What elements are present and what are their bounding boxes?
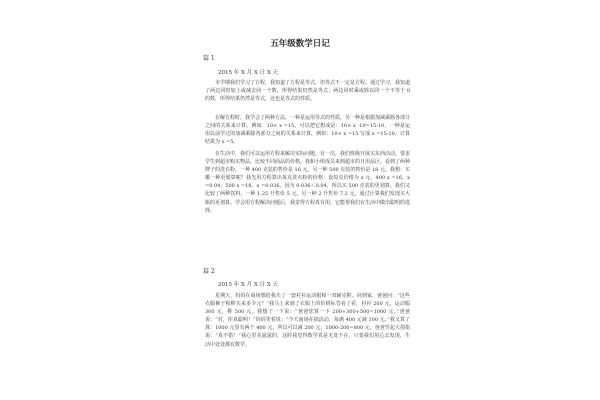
section-1-label: 篇 1 xyxy=(203,55,215,62)
section-2-date: 2015 年 X 月 X 日 X 天 xyxy=(218,282,278,288)
section-1-paragraph-1: 本学期我们学习了方程，我知道了方程是等式，但等式不一定是方程。通过学习，我知道了两边同时加上或减去同一个数，所得结果仍然是等式；两边同时乘或除以同一个不等于 0 的数，所得结果仍然是等式，这也是等式的性质。 xyxy=(205,80,410,103)
section-1-date: 2015 年 X 月 X 日 X 天 xyxy=(218,70,278,76)
section-2-label: 篇 2 xyxy=(203,268,215,275)
section-1-paragraph-3: 在生活中，我们可以运用方程来解决实际问题。有一次，我们班级开展买东西活动，要求学生到超市购买物品，比较不同商品的价格。我和小组成员来到超市的日用品区，看到了两种牌子的洗衣粉，一种 400 克装的售价是 16 元，另一种 500 克装的售价是 18 元。我想：买哪一种更划算呢？我先用方程算出每克洗衣粉的价格：设每克价格为 x 元，400 x =16，x =0.04；500 x =18，x =0.036。因为 0.036＜0.04，所以买 500 克装的更划算。我们又比较了两种饮料，一种 1.25 升售价 5 元，另一种 2 升售价 7.2 元，通过计算我们发现买大瓶的更划算。学会用方程解决问题后，我觉得方程真有用，它能帮我们在生活中做出聪明的选择。 xyxy=(205,151,410,214)
section-1-paragraph-2: 在解方程时，我学会了两种方法，一种是运用等式的性质，另一种是根据加减乘除各部分之间的关系来计算。例如：10× x =15，可以把它想成是：10× x -10=15-10，一种是运用以前学过的加减乘除各部分之间的关系来计算，例如：10× x =15 写成 x =15-10，计算结果为 x =5。 xyxy=(205,115,410,146)
document-title: 五年级数学日记 xyxy=(270,39,330,49)
section-2-paragraph-1: 星期天，妈妈在商场想给我买了一套衬衫运动服和一双耐克鞋。回到家，爸爸问：“这些衣服裤子和鞋买来多少元？”我马上来到了衣服上的价格标签看了看，衬衫 200 元，运动服 300 元，鞋 500 元。我想了一下说：“爸爸您算一下 200+300+500=1000 元。”爸爸说：“对，你真聪明！”妈妈笑着说：“今天商场在搞活动，每满 400 元减 100 元。”我又算了算：1000 元里有两个 400 元，所以可以减 200 元，1000-200=800 元。爸爸竖起大拇指说：“真不错！”我心里美滋滋的，这时我觉得数学真是无处不在，只要我们用心去发现，生活中处处都有数学。 xyxy=(205,293,410,348)
